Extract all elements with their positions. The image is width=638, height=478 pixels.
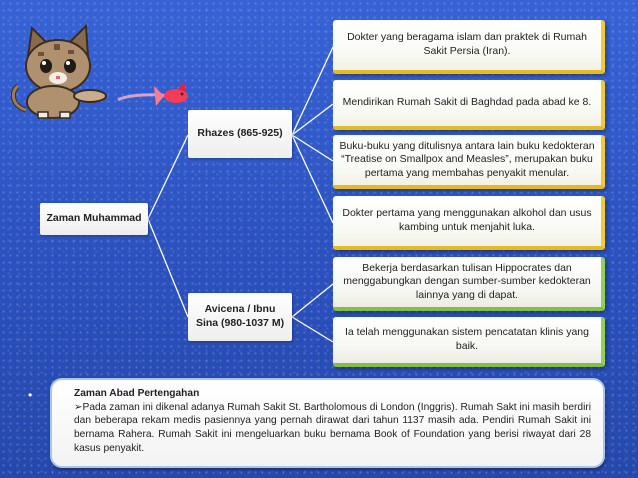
connector-root-avicena <box>148 219 188 317</box>
connector-root-rhazes <box>148 135 188 219</box>
root-label: Zaman Muhammad <box>46 212 142 225</box>
leaf-node: Ia telah menggunakan sistem pencatatan klinis yang baik. <box>333 317 605 367</box>
footer-textbox <box>28 378 605 468</box>
footer-title: Zaman Abad Pertengahan <box>74 388 200 399</box>
connector-rhazes-item-1 <box>292 47 333 135</box>
leaf-node: Buku-buku yang ditulisnya antara lain buku kedokteran “Treatise on Smallpox and Measles”, merupakan buku pertama yang membahas penyakit menular. <box>333 135 605 189</box>
connector-avicena-item-2 <box>292 317 333 342</box>
footer-bullet: • <box>28 388 33 402</box>
branch-label: Rhazes (865-925) <box>197 127 283 140</box>
branch-node-rhazes <box>188 110 292 158</box>
connector-avicena-item-1 <box>292 284 333 317</box>
footer-text: Pada zaman ini dikenal adanya Rumah Sakit St. Bartholomous di London (Inggris). Rumah Sakt ini masih berdiri dan beberapa rekam medis pasiennya yang pernah dirawat dari tahun 1137 masih ada. Pendiri Rumah Sakit ini bernama Rahera. Rumah Sakit ini mengeluarkan buku bernama Book of Foundation yang berisi riwayat dari 28 kasus penyakit. <box>74 401 591 454</box>
arrow-bullet-icon: ➢ <box>74 401 83 413</box>
leaf-node: Mendirikan Rumah Sakit di Baghdad pada abad ke 8. <box>333 80 605 130</box>
leaf-node: Dokter pertama yang menggunakan alkohol dan usus kambing untuk menjahit luka. <box>333 196 605 250</box>
root-node <box>40 203 148 235</box>
leaf-node: Bekerja berdasarkan tulisan Hippocrates dan menggabungkan dengan sumber-sumber kedokteran lainnya yang di dapat. <box>333 257 605 311</box>
leaf-node: Dokter yang beragama islam dan praktek di Rumah Sakit Persia (Iran). <box>333 20 605 74</box>
connector-rhazes-item-2 <box>292 104 333 135</box>
branch-label: Avicena / Ibnu Sina (980-1037 M) <box>195 303 285 329</box>
footer-body <box>74 401 591 456</box>
branch-node-avicena <box>188 293 292 341</box>
